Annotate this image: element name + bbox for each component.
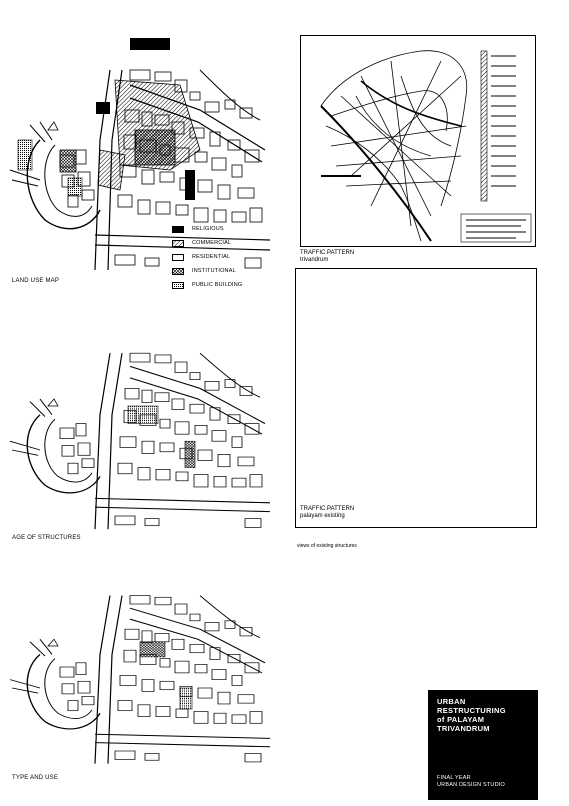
legend-swatch (172, 226, 184, 233)
age-caption: AGE OF STRUCTURES (12, 535, 81, 541)
legend-item-residential (172, 254, 292, 262)
subtitle-line: URBAN DESIGN STUDIO (437, 782, 505, 788)
legend-label: PUBLIC BUILDING (192, 282, 243, 288)
legend-item-institutional (172, 268, 292, 276)
legend-item-religious (172, 226, 292, 234)
traffic-pattern-palayam-panel (295, 268, 537, 528)
legend-label: INSTITUTIONAL (192, 268, 236, 274)
title-line: TRIVANDRUM (437, 724, 490, 733)
views-caption: views of existing structures (297, 543, 357, 549)
title-line: RESTRUCTURING (437, 706, 506, 715)
project-title (437, 697, 506, 733)
legend-swatch (172, 282, 184, 289)
title-line: URBAN (437, 697, 466, 706)
type-caption: TYPE AND USE (12, 775, 59, 781)
legend-swatch (172, 254, 184, 261)
traffic-palayam-caption (300, 506, 354, 520)
traffic-pattern-trivandrum-map (300, 35, 536, 247)
legend-item-public-building (172, 282, 292, 290)
studio-label (437, 775, 505, 789)
caption-line-1: TRAFFIC PATTERN (300, 506, 355, 512)
legend-item-commercial (172, 240, 292, 248)
legend-swatch (172, 268, 184, 275)
legend-label: RELIGIOUS (192, 226, 224, 232)
subtitle-line: FINAL YEAR (437, 775, 471, 781)
caption-line-2: trivandrum (300, 257, 329, 263)
caption-line-2: palayam existing (300, 513, 345, 519)
land-use-caption: LAND USE MAP (12, 278, 60, 284)
legend-swatch (172, 240, 184, 247)
legend-label: COMMERCIAL (192, 240, 232, 246)
title-block (428, 690, 538, 800)
legend-label: RESIDENTIAL (192, 254, 231, 260)
caption-line-1: TRAFFIC PATTERN (300, 250, 355, 256)
age-of-structures-map (0, 318, 290, 538)
traffic-trivandrum-caption (300, 250, 354, 264)
title-line: of PALAYAM (437, 715, 485, 724)
type-and-use-map (0, 562, 290, 772)
